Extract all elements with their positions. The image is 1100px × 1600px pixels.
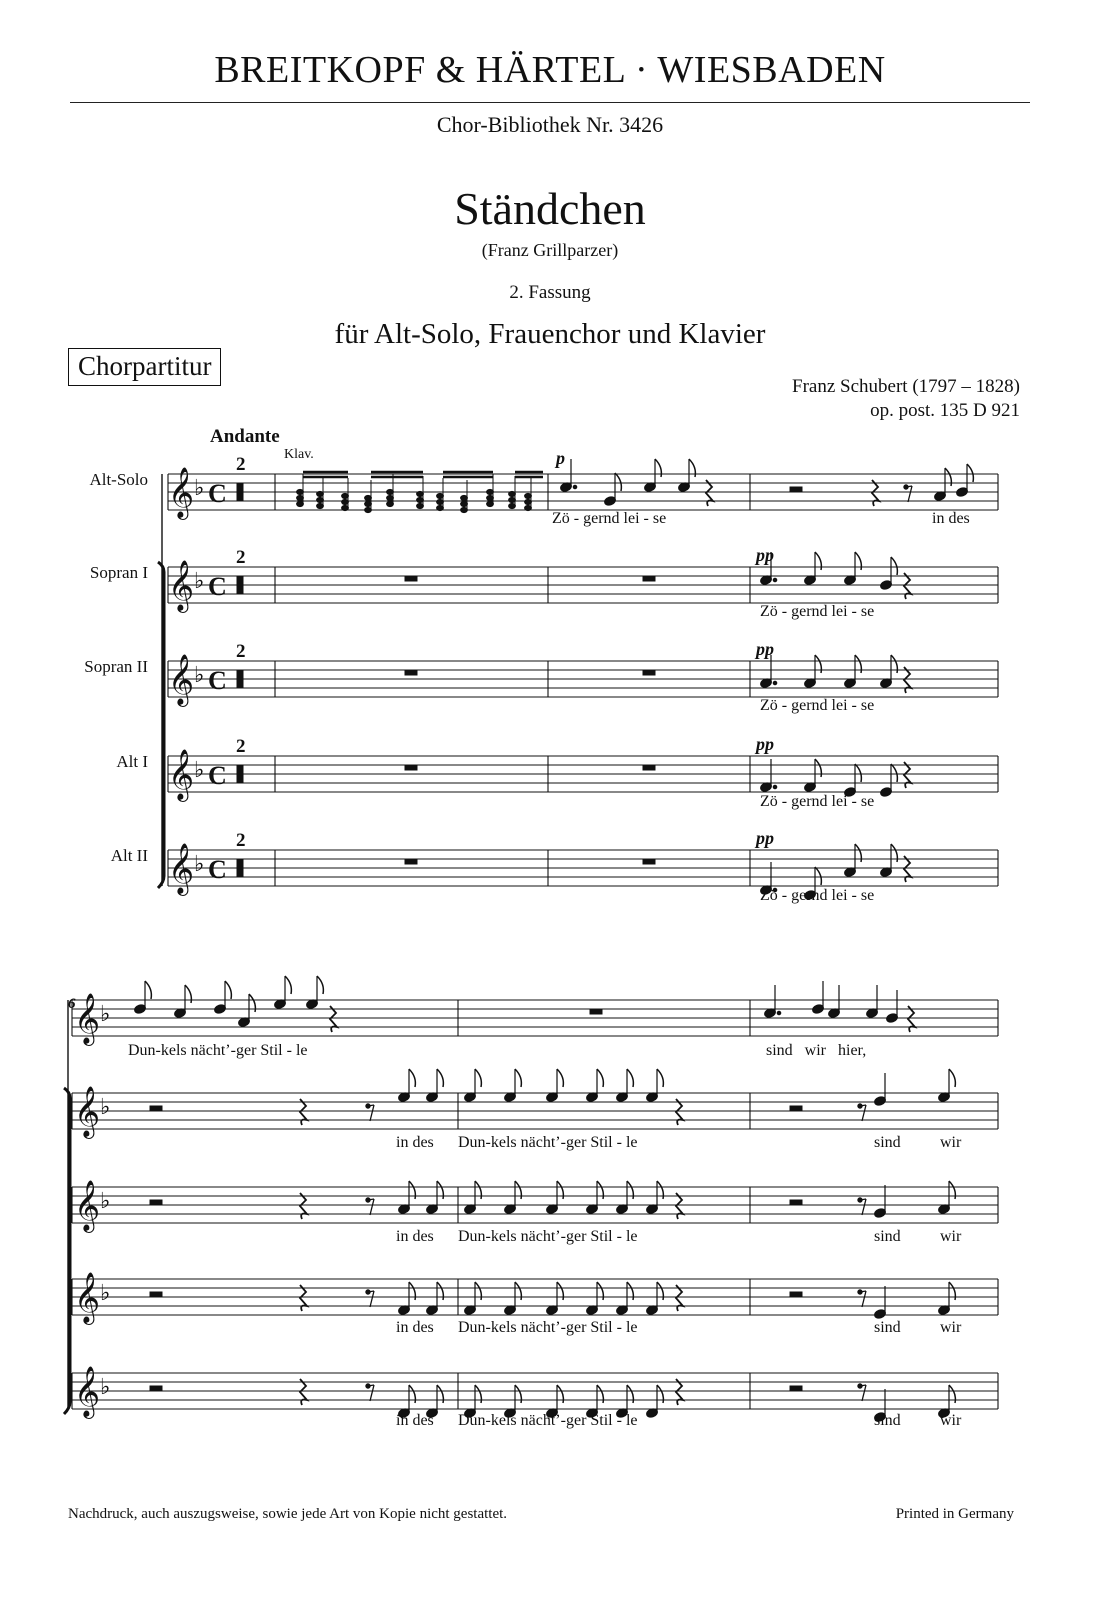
half-rest (790, 1292, 802, 1297)
cue-chord-note (342, 499, 349, 504)
composer-credit: Franz Schubert (1797 – 1828) (792, 376, 1020, 397)
s1-staff-2-key-flat: ♭ (194, 662, 205, 687)
cue-chord-note (525, 493, 532, 498)
part-label-alt-1: Alt I (116, 752, 148, 771)
cue-chord-note (525, 499, 532, 504)
part-label-alt-2: Alt II (110, 846, 148, 865)
s2-staff-3-clef: 𝄞 (74, 1272, 101, 1323)
printed-in: Printed in Germany (895, 1506, 1014, 1522)
eighth-rest (862, 1199, 866, 1215)
whole-rest (405, 765, 417, 770)
s1-staff-3-clef: 𝄞 (168, 749, 195, 800)
scoring-line: für Alt-Solo, Frauenchor und Klavier (334, 318, 766, 350)
lyrics-s2-alt2-d: wir (940, 1412, 962, 1429)
cue-chord-note (387, 489, 394, 494)
part-label-sopran-2: Sopran II (84, 657, 148, 676)
s2-staff-2-key-flat: ♭ (100, 1188, 111, 1213)
measure-rest-count: 2 (236, 454, 246, 475)
quarter-rest (676, 1099, 683, 1125)
quarter-rest (300, 1193, 307, 1219)
s1-staff-3-time-signature: C (208, 761, 227, 790)
quarter-rest (300, 1285, 307, 1311)
note-flag (285, 976, 291, 994)
cue-chord-note (509, 497, 516, 502)
note-flag (145, 981, 151, 999)
lyrics-s2-sop1-b: Dun-kels nächt’-ger Stil - le (458, 1134, 638, 1151)
lyrics-s2-alt1-b: Dun-kels nächt’-ger Stil - le (458, 1319, 638, 1336)
lyrics-s2-sop2-c: sind (874, 1228, 901, 1245)
cue-chord-note (317, 503, 324, 508)
double-measure-rest (237, 576, 243, 594)
quarter-rest (872, 480, 879, 506)
note-flag (437, 1069, 443, 1087)
cue-chord-note (461, 501, 468, 506)
whole-rest (405, 576, 417, 581)
quarter-rest (676, 1193, 683, 1219)
series-number: Chor-Bibliothek Nr. 3426 (436, 112, 664, 137)
cue-chord-note (437, 493, 444, 498)
cue-chord-note (365, 495, 372, 500)
s1-staff-1-time-signature: C (208, 572, 227, 601)
s1-staff-0-time-signature: C (208, 479, 227, 508)
cue-chord-note (387, 501, 394, 506)
s2-staff-4-clef: 𝄞 (74, 1366, 101, 1417)
lyrics-s2-alt1-c: sind (874, 1319, 901, 1336)
cue-chord-note (525, 505, 532, 510)
quarter-rest (706, 480, 713, 506)
cue-chord-note (297, 501, 304, 506)
cue-chord-note (297, 495, 304, 500)
cue-chord-note (437, 505, 444, 510)
half-rest (150, 1200, 162, 1205)
cue-chord-note (487, 495, 494, 500)
s1-staff-4-key-flat: ♭ (194, 851, 205, 876)
s1-staff-2-clef: 𝄞 (168, 654, 195, 705)
half-rest (150, 1106, 162, 1111)
whole-rest (405, 670, 417, 675)
score-text (74, 447, 774, 1419)
dot (777, 1011, 781, 1015)
double-measure-rest (237, 859, 243, 877)
half-rest (150, 1386, 162, 1391)
page-title: Ständchen (454, 183, 646, 234)
version-label: 2. Fassung (509, 282, 591, 303)
measure-number: 6 (68, 996, 76, 1012)
cue-chord-note (297, 489, 304, 494)
s1-staff-4-clef: 𝄞 (168, 843, 195, 894)
cue-chord-note (417, 491, 424, 496)
note-flag (597, 1069, 603, 1087)
s1-staff-3-key-flat: ♭ (194, 757, 205, 782)
measure-rest-count: 2 (236, 736, 246, 757)
half-rest (150, 1292, 162, 1297)
lyrics-s2-sop1-c: sind (874, 1134, 901, 1151)
choir-brace (158, 562, 164, 888)
lyrics-alt-solo-1: Zö - gernd lei - se (552, 510, 667, 527)
eighth-rest (862, 1385, 866, 1401)
quarter-rest (300, 1099, 307, 1125)
s1-staff-2-time-signature: C (208, 666, 227, 695)
eighth-rest (370, 1105, 374, 1121)
note-flag (891, 764, 897, 782)
note-flag (657, 1069, 663, 1087)
quarter-rest (904, 762, 911, 788)
cue-chord-note (365, 507, 372, 512)
lyrics-s2-alt2-b: Dun-kels nächt’-ger Stil - le (458, 1412, 638, 1429)
eighth-rest (908, 486, 912, 502)
cue-chord-note (487, 489, 494, 494)
part-label-alt-solo: Alt-Solo (89, 470, 148, 489)
double-measure-rest (237, 670, 243, 688)
cue-chord-note (417, 497, 424, 502)
part-label-sopran-1: Sopran I (89, 563, 148, 582)
s1-staff-0-key-flat: ♭ (194, 475, 205, 500)
note-flag (949, 1069, 955, 1087)
lyrics-s2-sop1-a: in des (396, 1134, 434, 1151)
note-flag (557, 1069, 563, 1087)
note-flag (891, 557, 897, 575)
note-flag (475, 1069, 481, 1087)
cue-chord-note (365, 501, 372, 506)
quarter-rest (904, 856, 911, 882)
tempo-marking: Andante (210, 426, 280, 447)
lyrics-s2-alt2-a: in des (396, 1412, 434, 1429)
cue-chord-note (317, 491, 324, 496)
quarter-rest (908, 1006, 915, 1032)
s2-staff-2-clef: 𝄞 (74, 1180, 101, 1231)
note-flag (815, 867, 821, 885)
eighth-rest (370, 1199, 374, 1215)
lyrics-s2-sop2-d: wir (940, 1228, 962, 1245)
whole-rest (590, 1009, 602, 1014)
dynamic-choir: pp (756, 639, 774, 659)
half-rest (790, 1200, 802, 1205)
dot (573, 485, 577, 489)
s1-staff-0-clef: 𝄞 (168, 467, 195, 518)
opus-number: op. post. 135 D 921 (870, 400, 1020, 421)
eighth-rest (370, 1291, 374, 1307)
half-rest (790, 1386, 802, 1391)
half-rest (790, 487, 802, 492)
quarter-rest (904, 573, 911, 599)
measure-rest-count: 2 (236, 641, 246, 662)
s1-staff-4-time-signature: C (208, 855, 227, 884)
measure-rest-count: 2 (236, 547, 246, 568)
half-rest (790, 1106, 802, 1111)
note-flag (627, 1069, 633, 1087)
s2-staff-1-key-flat: ♭ (100, 1094, 111, 1119)
dot (773, 785, 777, 789)
copyright-notice: Nachdruck, auch auszugsweise, sowie jede Art von Kopie nicht gestattet. (68, 1506, 508, 1522)
note-flag (967, 464, 973, 482)
s2-staff-4-key-flat: ♭ (100, 1374, 111, 1399)
cue-chord-note (509, 503, 516, 508)
dot (773, 578, 777, 582)
lyrics-sopran-1: Zö - gernd lei - se (760, 603, 875, 620)
lyrics-alt-solo-2: in des (932, 510, 970, 527)
quarter-rest (330, 1006, 337, 1032)
quarter-rest (904, 667, 911, 693)
cue-chord-note (342, 505, 349, 510)
s2-staff-3-key-flat: ♭ (100, 1280, 111, 1305)
note-flag (615, 473, 621, 491)
lyrics-s2-sop1-d: wir (940, 1134, 962, 1151)
note-flag (225, 981, 231, 999)
double-measure-rest (237, 765, 243, 783)
cue-chord-note (509, 491, 516, 496)
cue-chord-note (342, 493, 349, 498)
whole-rest (643, 765, 655, 770)
score-type-box: Chorpartitur (68, 348, 221, 386)
measure-rest-count: 2 (236, 830, 246, 851)
lyrics-s2-alt1-d: wir (940, 1319, 962, 1336)
whole-rest (643, 670, 655, 675)
eighth-rest (370, 1385, 374, 1401)
whole-rest (643, 576, 655, 581)
dynamic-choir: pp (756, 828, 774, 848)
eighth-rest (862, 1105, 866, 1121)
double-measure-rest (237, 483, 243, 501)
lyrics-alt-1: Zö - gernd lei - se (760, 793, 875, 810)
lyrics-s2-sop2-b: Dun-kels nächt’-ger Stil - le (458, 1228, 638, 1245)
cue-chord-note (461, 507, 468, 512)
s2-staff-0-key-flat: ♭ (100, 1001, 111, 1026)
note-flag (855, 764, 861, 782)
s2-staff-1-clef: 𝄞 (74, 1086, 101, 1137)
quarter-rest (676, 1285, 683, 1311)
dot (773, 681, 777, 685)
s1-staff-1-key-flat: ♭ (194, 568, 205, 593)
cue-chord-note (387, 495, 394, 500)
eighth-rest (862, 1291, 866, 1307)
lyrics-sopran-2: Zö - gernd lei - se (760, 697, 875, 714)
dynamic-choir: pp (756, 545, 774, 565)
lyrics-alt-2: Zö - gernd lei - se (760, 887, 875, 904)
publisher-name: BREITKOPF & HÄRTEL · WIESBADEN (214, 49, 886, 91)
cue-chord-note (437, 499, 444, 504)
cue-chord-note (461, 495, 468, 500)
piano-cue: Klav. (284, 447, 314, 462)
quarter-rest (300, 1379, 307, 1405)
note-flag (515, 1069, 521, 1087)
lyrics-s2-solo-2: sind wir hier, (766, 1042, 867, 1059)
lyrics-s2-alt1-a: in des (396, 1319, 434, 1336)
cue-chord-note (317, 497, 324, 502)
quarter-rest (676, 1379, 683, 1405)
lyrics-s2-sop2-a: in des (396, 1228, 434, 1245)
dynamic-choir: pp (756, 734, 774, 754)
whole-rest (405, 859, 417, 864)
lyrics-s2-solo-1: Dun-kels nächt’-ger Stil - le (128, 1042, 308, 1059)
s1-staff-1-clef: 𝄞 (168, 560, 195, 611)
choir-brace (64, 1088, 70, 1414)
note-flag (409, 1069, 415, 1087)
dynamic-alt-solo: p (556, 448, 565, 468)
cue-chord-note (487, 501, 494, 506)
note-flag (317, 976, 323, 994)
cue-chord-note (417, 503, 424, 508)
poet-credit: (Franz Grillparzer) (481, 240, 619, 260)
s2-staff-0-clef: 𝄞 (74, 993, 101, 1044)
lyrics-s2-alt2-c: sind (874, 1412, 901, 1429)
whole-rest (643, 859, 655, 864)
